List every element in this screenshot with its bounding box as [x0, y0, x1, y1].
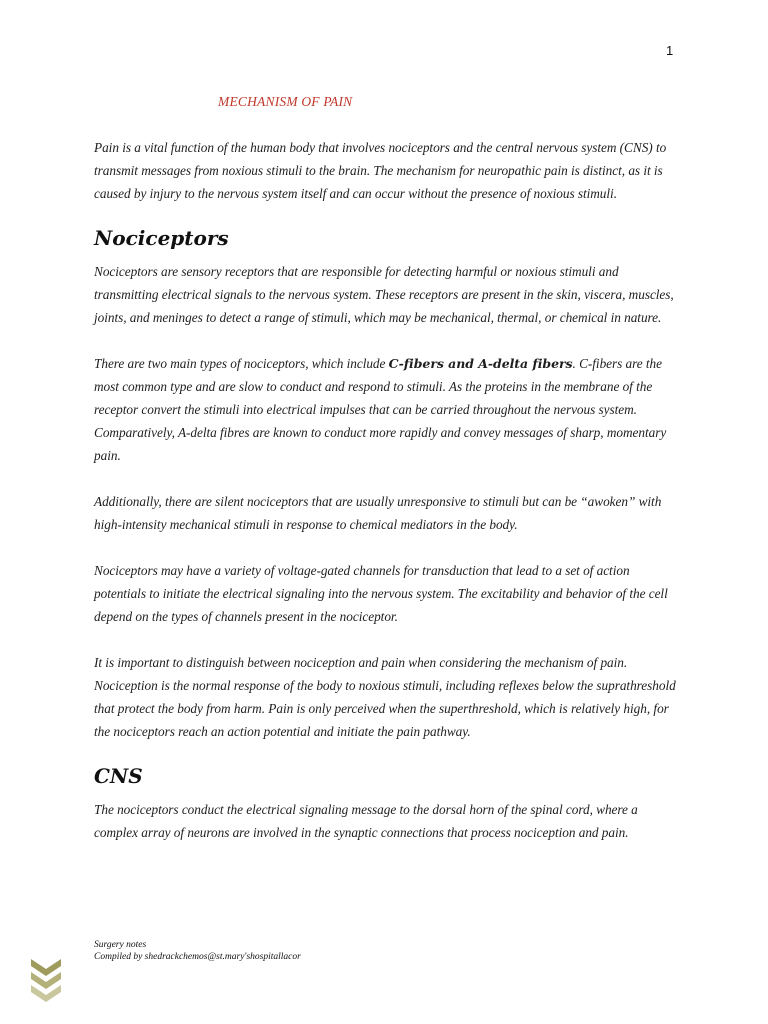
nociceptors-paragraph-2 [94, 352, 678, 467]
page-footer [94, 939, 301, 963]
document-title: MECHANISM OF PAIN [218, 94, 353, 109]
nociceptors-paragraph-4: Nociceptors may have a variety of voltage-gated channels for transduction that lead to a set of action potentials to initiate the electrical signaling into the nervous system. The excitability and behavior of the cell depend on the types of channels present in the nociceptor. [94, 563, 668, 624]
fiber-types-emphasis: C-fibers and A-delta fibers [388, 356, 573, 371]
document-body [94, 136, 678, 844]
cns-paragraph-1: The nociceptors conduct the electrical signaling message to the dorsal horn of the spinal cord, where a complex array of neurons are involved in the synaptic connections that process nociception and pain. [94, 802, 638, 840]
paragraph-text: . C-fibers are the most common type and are slow to conduct and respond to stimuli. As the proteins in the membrane of the receptor convert the stimuli into electrical impulses that can be carried throughout the nervous system. Comparatively, A-delta fibres are known to conduct more rapidly and convey messages of sharp, momentary pain. [94, 356, 667, 463]
footer-line-1: Surgery notes [94, 940, 147, 950]
nociceptors-paragraph-3: Additionally, there are silent nociceptors that are usually unresponsive to stimuli but can be “awoken” with high-intensity mechanical stimuli in response to chemical mediators in the body. [94, 494, 662, 532]
nociceptors-paragraph-5: It is important to distinguish between nociception and pain when considering the mechanism of pain. Nociception is the normal response of the body to noxious stimuli, including reflexes below the suprathreshold that protect the body from harm. Pain is only perceived when the superthreshold, which is relatively high, for the nociceptors reach an action potential and initiate the pain pathway. [94, 655, 676, 739]
section-heading-cns: CNS [94, 764, 143, 788]
intro-paragraph: Pain is a vital function of the human body that involves nociceptors and the central nervous system (CNS) to transmit messages from noxious stimuli to the brain. The mechanism for neuropathic pain is distinct, as it is caused by injury to the nervous system itself and can occur without the presence of noxious stimuli. [94, 140, 667, 201]
chevron-stack-icon [28, 956, 64, 1008]
footer-line-2: Compiled by shedrackchemos@st.mary'shospitallacor [94, 952, 301, 962]
nociceptors-paragraph-1: Nociceptors are sensory receptors that are responsible for detecting harmful or noxious stimuli and transmitting electrical signals to the nervous system. These receptors are present in the skin, viscera, muscles, joints, and meninges to detect a range of stimuli, which may be mechanical, thermal, or chemical in nature. [94, 264, 674, 325]
section-heading-nociceptors: Nociceptors [94, 226, 229, 250]
paragraph-text: There are two main types of nociceptors, which include [94, 356, 389, 371]
page-number: 1 [666, 43, 674, 58]
